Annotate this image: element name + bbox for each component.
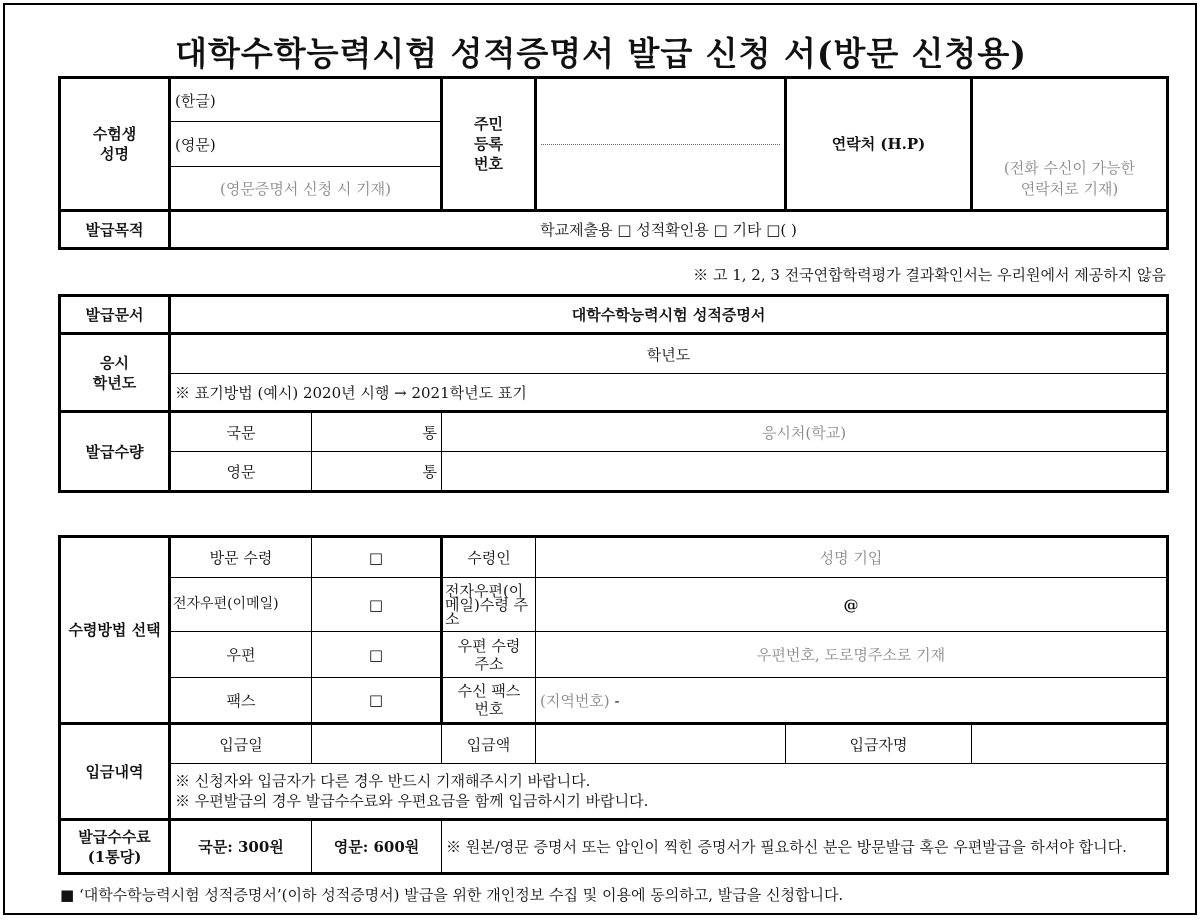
post-addr-label: 우편 수령 주소	[442, 632, 536, 678]
contact-field[interactable]: (전화 수신이 가능한 연락처로 기재)	[972, 78, 1168, 211]
visit-checkbox[interactable]: □	[312, 537, 442, 578]
fee-note: ※ 원본/영문 증명서 또는 압인이 찍힌 증명서가 필요하신 분은 방문발급 혹은 우편발급을 하셔야 합니다.	[442, 820, 1168, 874]
korean-name-field[interactable]: (한글)	[170, 78, 442, 122]
fax-label: 팩스	[170, 678, 312, 724]
deposit-notes	[170, 764, 1168, 820]
fax-area-hint: (지역번호)	[540, 691, 610, 710]
doc-value: 대학수학능력시험 성적증명서	[170, 296, 1168, 334]
email-addr-field[interactable]: @	[536, 578, 1168, 632]
email-addr-label: 전자우편(이메일)수령 주소	[442, 578, 536, 632]
applicant-table	[58, 76, 1169, 250]
depositor-field[interactable]	[972, 724, 1168, 764]
qty-kor-field[interactable]: 통	[312, 412, 442, 452]
english-name-hint: (영문증명서 신청 시 기재)	[170, 167, 442, 211]
deposit-note-2: ※ 우편발급의 경우 발급수수료와 우편요금을 함께 입금하시기 바랍니다.	[175, 792, 649, 810]
rrn-field[interactable]	[536, 78, 786, 211]
english-name-field[interactable]: (영문)	[170, 122, 442, 167]
purpose-label: 발급목적	[60, 211, 170, 249]
post-label: 우편	[170, 632, 312, 678]
depositor-label: 입금자명	[786, 724, 972, 764]
fax-checkbox[interactable]: □	[312, 678, 442, 724]
fee-eng: 영문: 600원	[312, 820, 442, 874]
year-label: 응시 학년도	[60, 334, 170, 412]
name-label: 수험생 성명	[60, 78, 170, 211]
receiver-label: 수령인	[442, 537, 536, 578]
fee-kor: 국문: 300원	[170, 820, 312, 874]
deposit-amount-field[interactable]	[536, 724, 786, 764]
fax-dash: -	[609, 691, 620, 710]
mock-exam-note: ※ 고 1, 2, 3 전국연합학력평가 결과확인서는 우리원에서 제공하지 않음	[693, 266, 1166, 284]
post-addr-field[interactable]: 우편번호, 도로명주소로 기재	[536, 632, 1168, 678]
page-title: 대학수학능력시험 성적증명서 발급 신청 서(방문 신청용)	[175, 34, 1027, 73]
deposit-date-label: 입금일	[170, 724, 312, 764]
email-label: 전자우편(이메일)	[170, 578, 312, 632]
rrn-label: 주민 등록 번호	[442, 78, 536, 211]
contact-label: 연락처 (H.P)	[786, 78, 972, 211]
doc-label: 발급문서	[60, 296, 170, 334]
deposit-amount-label: 입금액	[442, 724, 536, 764]
receiver-field[interactable]: 성명 기입	[536, 537, 1168, 578]
exam-place-field[interactable]: 응시처(학교)	[442, 412, 1168, 452]
purpose-options[interactable]: 학교제출용 □ 성적확인용 □ 기타 □( )	[170, 211, 1168, 249]
qty-kor-label: 국문	[170, 412, 312, 452]
deposit-date-field[interactable]	[312, 724, 442, 764]
exam-place-field-2[interactable]	[442, 452, 1168, 492]
year-hint: ※ 표기방법 (예시) 2020년 시행 → 2021학년도 표기	[170, 374, 1168, 412]
deposit-note-1: ※ 신청자와 입금자가 다른 경우 반드시 기재해주시기 바랍니다.	[175, 772, 591, 790]
year-field[interactable]: 학년도	[170, 334, 1168, 374]
qty-label: 발급수량	[60, 412, 170, 492]
deposit-label: 입금내역	[60, 724, 170, 820]
receipt-table	[58, 535, 1169, 875]
method-label: 수령방법 선택	[60, 537, 170, 724]
document-table	[58, 294, 1169, 493]
email-checkbox[interactable]: □	[312, 578, 442, 632]
post-checkbox[interactable]: □	[312, 632, 442, 678]
fee-label: 발급수수료 (1통당)	[60, 820, 170, 874]
qty-eng-field[interactable]: 통	[312, 452, 442, 492]
visit-label: 방문 수령	[170, 537, 312, 578]
fax-no-field[interactable]	[536, 678, 1168, 724]
qty-eng-label: 영문	[170, 452, 312, 492]
fax-no-label: 수신 팩스 번호	[442, 678, 536, 724]
consent-footer: ■ ‘대학수학능력시험 성적증명서’(이하 성적증명서) 발급을 위한 개인정보 수집 및 이용에 동의하고, 발급을 신청합니다.	[60, 886, 844, 904]
